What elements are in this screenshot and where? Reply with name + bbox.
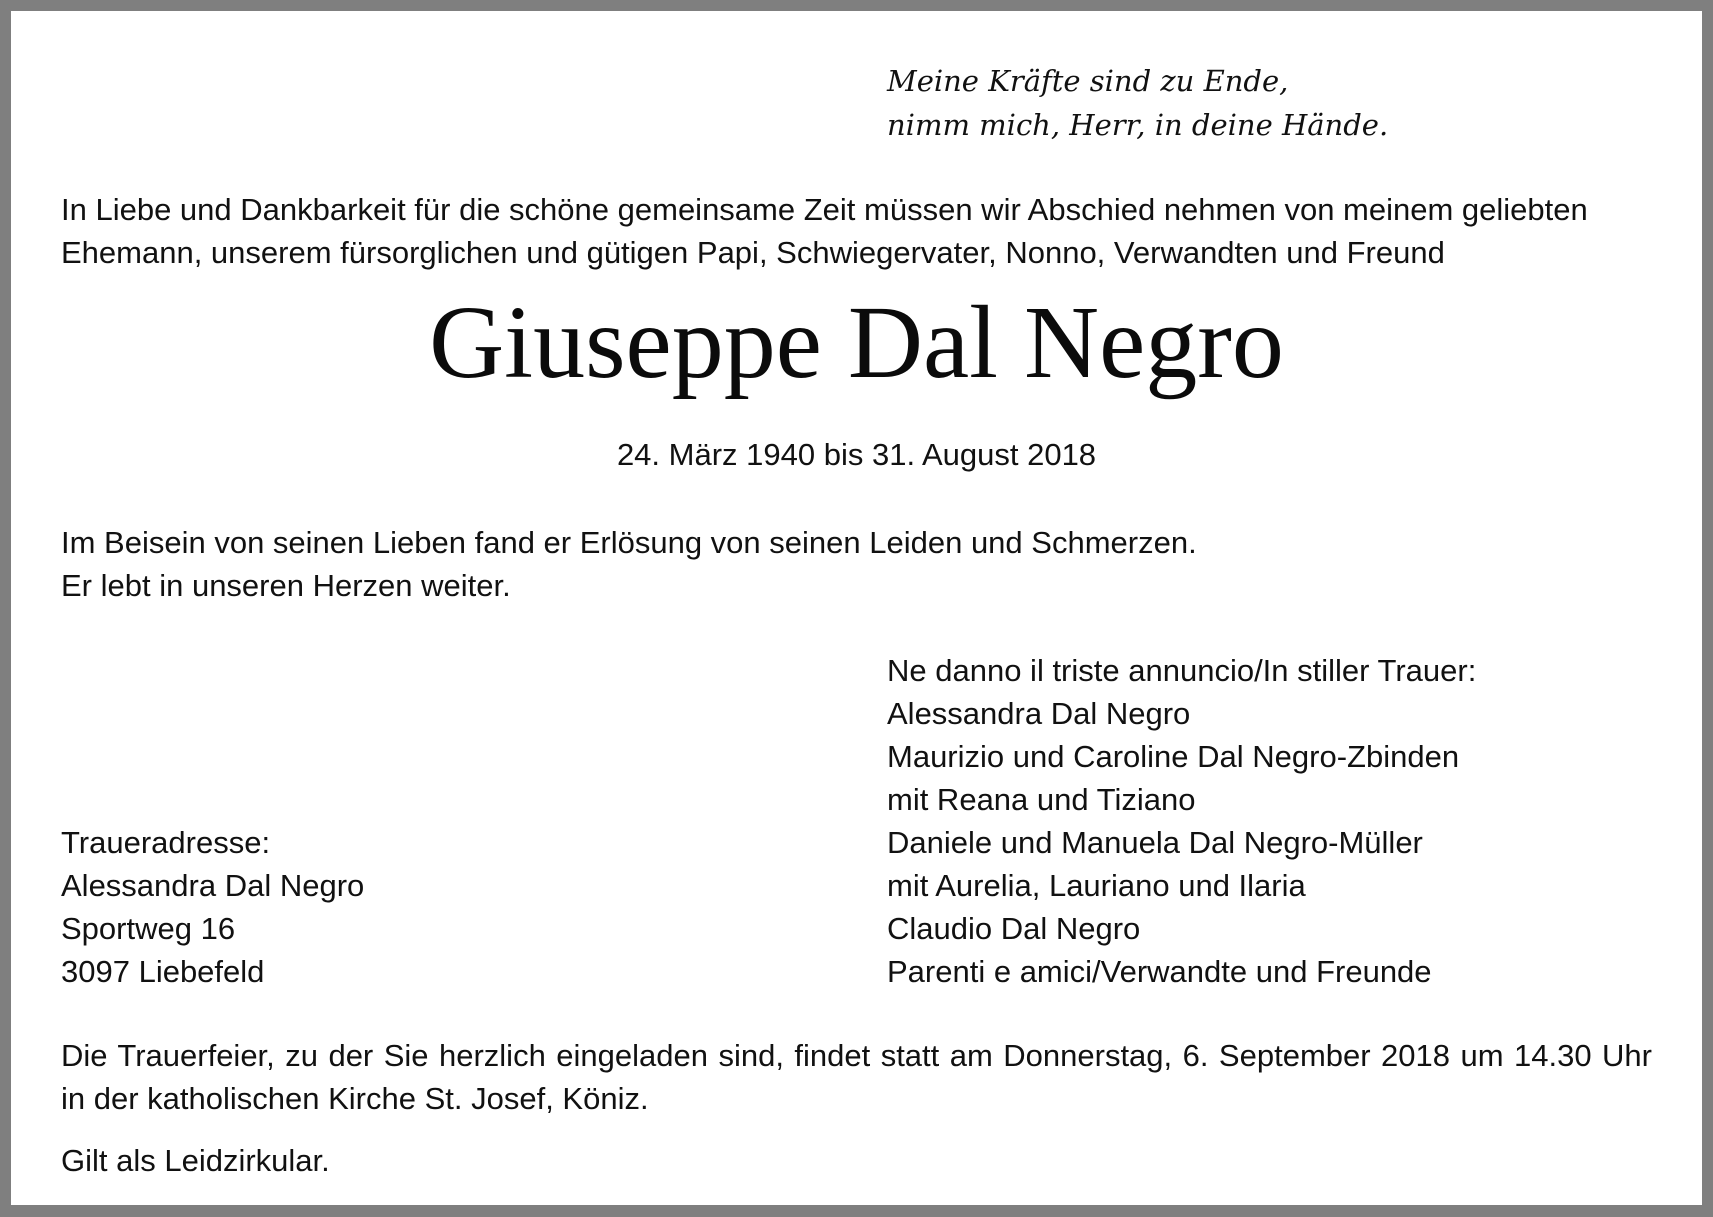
mourning-address xyxy=(61,821,364,993)
deceased-name: Giuseppe Dal Negro xyxy=(429,285,1284,400)
mourner-line: Alessandra Dal Negro xyxy=(887,696,1191,731)
mourners-heading: Ne danno il triste annuncio/In stiller Trauer: xyxy=(887,653,1477,688)
obituary-notice xyxy=(11,11,1702,1205)
mourner-line: mit Reana und Tiziano xyxy=(887,782,1196,817)
mourner-line: Parenti e amici/Verwandte und Freunde xyxy=(887,954,1432,989)
mourner-line: Daniele und Manuela Dal Negro-Müller xyxy=(887,825,1423,860)
circular-note: Gilt als Leidzirkular. xyxy=(61,1143,330,1178)
motto-line: nimm mich, Herr, in deine Hände. xyxy=(887,108,1389,142)
intro-paragraph xyxy=(61,188,1588,274)
address-label: Traueradresse: xyxy=(61,825,271,860)
mourner-line: mit Aurelia, Lauriano und Ilaria xyxy=(887,868,1306,903)
relief-line: Er lebt in unseren Herzen weiter. xyxy=(61,568,511,603)
mourners-list xyxy=(887,649,1476,993)
motto-line: Meine Kräfte sind zu Ende, xyxy=(887,64,1289,98)
address-line: Sportweg 16 xyxy=(61,911,236,946)
intro-line: Ehemann, unserem fürsorglichen und gütigen Papi, Schwiegervater, Nonno, Verwandten und Freund xyxy=(61,235,1445,270)
life-dates: 24. März 1940 bis 31. August 2018 xyxy=(616,437,1097,472)
funeral-service-text: Die Trauerfeier, zu der Sie herzlich eingeladen sind, findet statt am Donnerstag, 6. September 2018 um 14.30 Uhr in der katholischen Kirche St. Josef, Köniz. xyxy=(61,1038,1652,1116)
address-line: 3097 Liebefeld xyxy=(61,954,265,989)
mourner-line: Maurizio und Caroline Dal Negro-Zbinden xyxy=(887,739,1460,774)
intro-line: In Liebe und Dankbarkeit für die schöne gemeinsame Zeit müssen wir Abschied nehmen von meinem geliebten xyxy=(61,192,1588,227)
relief-paragraph xyxy=(61,521,1197,607)
mourner-line: Claudio Dal Negro xyxy=(887,911,1141,946)
address-line: Alessandra Dal Negro xyxy=(61,868,365,903)
relief-line: Im Beisein von seinen Lieben fand er Erlösung von seinen Leiden und Schmerzen. xyxy=(61,525,1197,560)
motto-verse xyxy=(887,59,1388,147)
